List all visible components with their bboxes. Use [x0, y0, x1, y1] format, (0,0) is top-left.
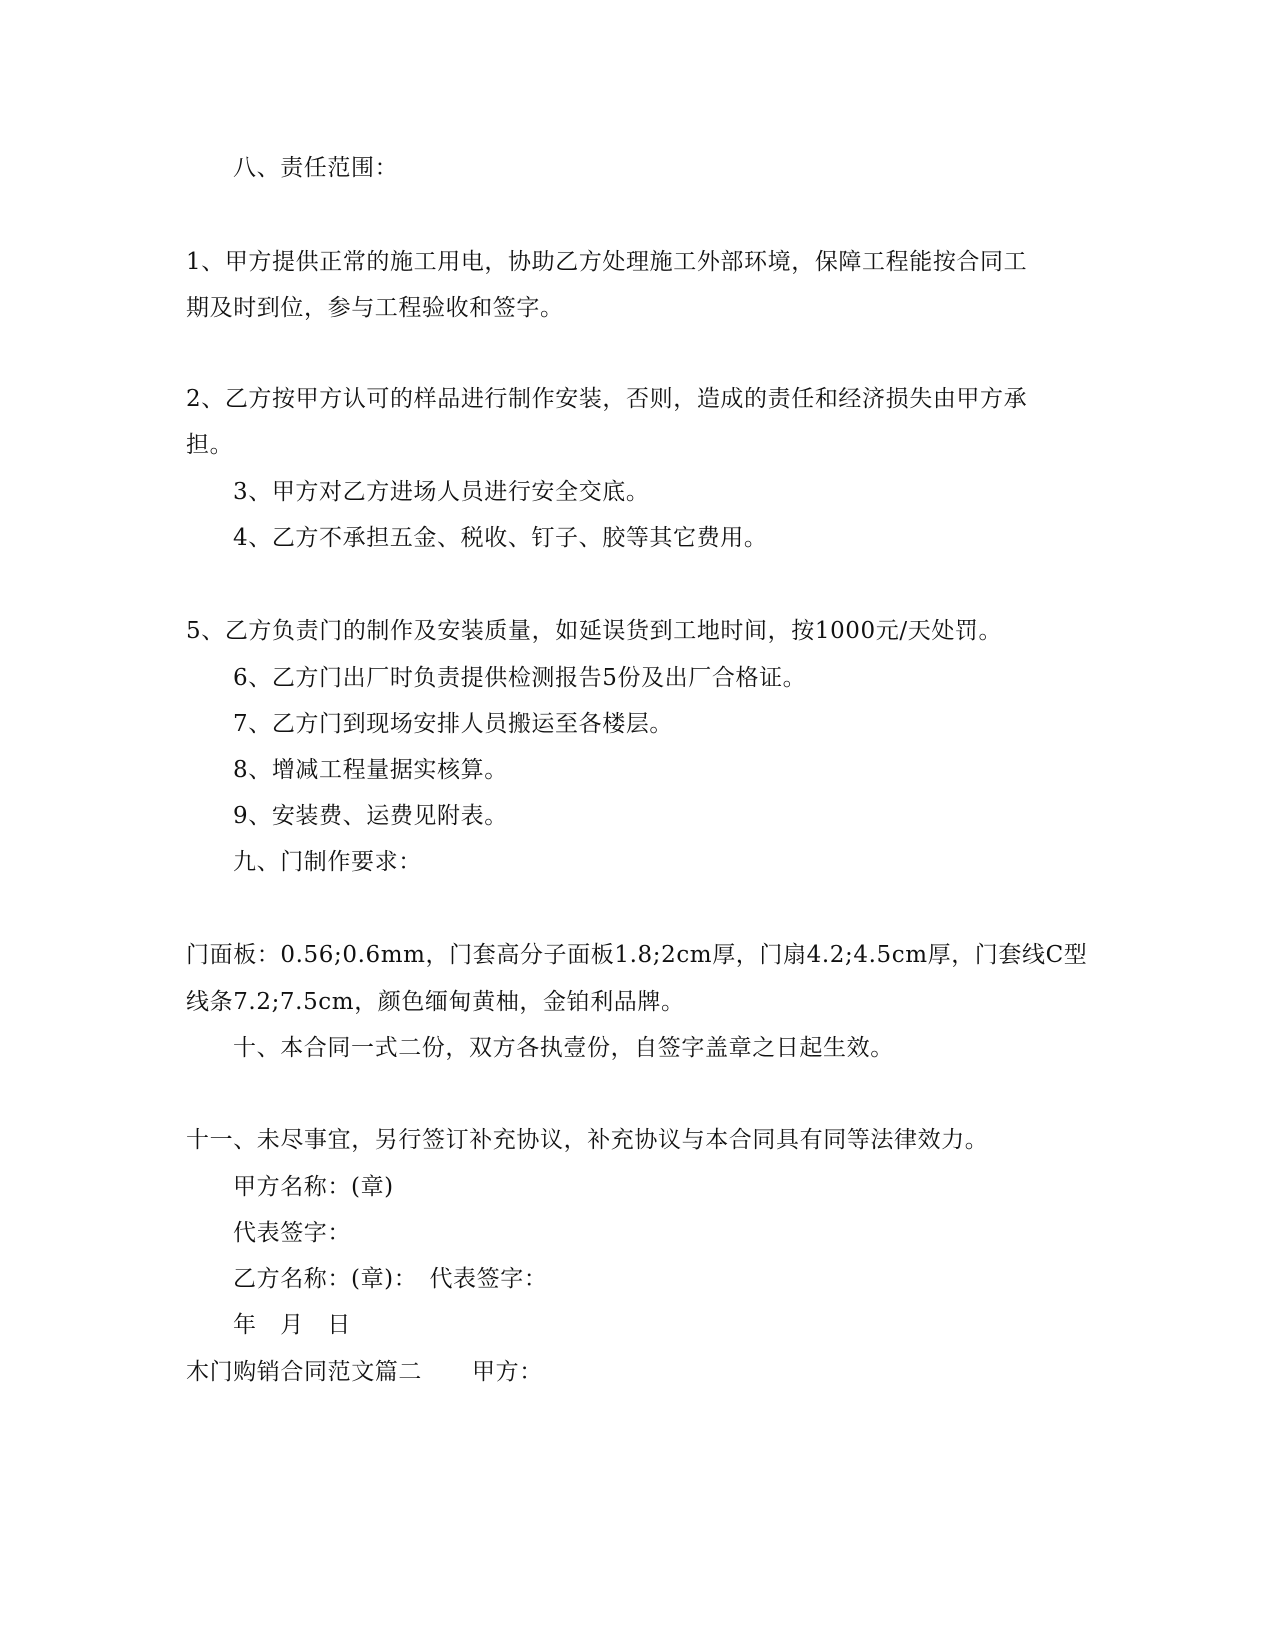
next-contract-title: 木门购销合同范文篇二: [186, 1359, 422, 1385]
item-8: 8、增减工程量据实核算。: [233, 757, 508, 783]
section-10: 十、本合同一式二份，双方各执壹份，自签字盖章之日起生效。: [233, 1035, 894, 1061]
section-11: 十一、未尽事宜，另行签订补充协议，补充协议与本合同具有同等法律效力。: [186, 1127, 989, 1153]
next-party-a-label: 甲方：: [472, 1359, 543, 1385]
party-a-name: 甲方名称：(章): [233, 1174, 394, 1200]
party-b-name-and-sign: 乙方名称：(章)： 代表签字：: [233, 1266, 548, 1292]
date-line: 年 月 日: [233, 1312, 351, 1338]
item-2-line-2: 担。: [186, 432, 234, 458]
representative-sign-a: 代表签字：: [233, 1220, 351, 1246]
section-9-heading: 九、门制作要求：: [233, 849, 422, 875]
item-1-line-1: 1、甲方提供正常的施工用电，协助乙方处理施工外部环境，保障工程能按合同工: [186, 249, 1028, 275]
item-6: 6、乙方门出厂时负责提供检测报告5份及出厂合格证。: [233, 665, 807, 691]
item-1-line-2: 期及时到位，参与工程验收和签字。: [186, 295, 564, 321]
door-spec-line-1: 门面板：0.56;0.6mm，门套高分子面板1.8;2cm厚，门扇4.2;4.5cm厚，门套线C型: [186, 942, 1088, 968]
item-7: 7、乙方门到现场安排人员搬运至各楼层。: [233, 711, 674, 737]
item-4: 4、乙方不承担五金、税收、钉子、胶等其它费用。: [233, 525, 768, 551]
item-2-line-1: 2、乙方按甲方认可的样品进行制作安装，否则，造成的责任和经济损失由甲方承: [186, 386, 1028, 412]
door-spec-line-2: 线条7.2;7.5cm，颜色缅甸黄柚，金铂利品牌。: [186, 989, 685, 1015]
item-5: 5、乙方负责门的制作及安装质量，如延误货到工地时间，按1000元/天处罚。: [186, 618, 1003, 644]
item-3: 3、甲方对乙方进场人员进行安全交底。: [233, 479, 650, 505]
section-8-heading: 八、责任范围：: [233, 155, 399, 181]
item-9: 9、安装费、运费见附表。: [233, 803, 508, 829]
